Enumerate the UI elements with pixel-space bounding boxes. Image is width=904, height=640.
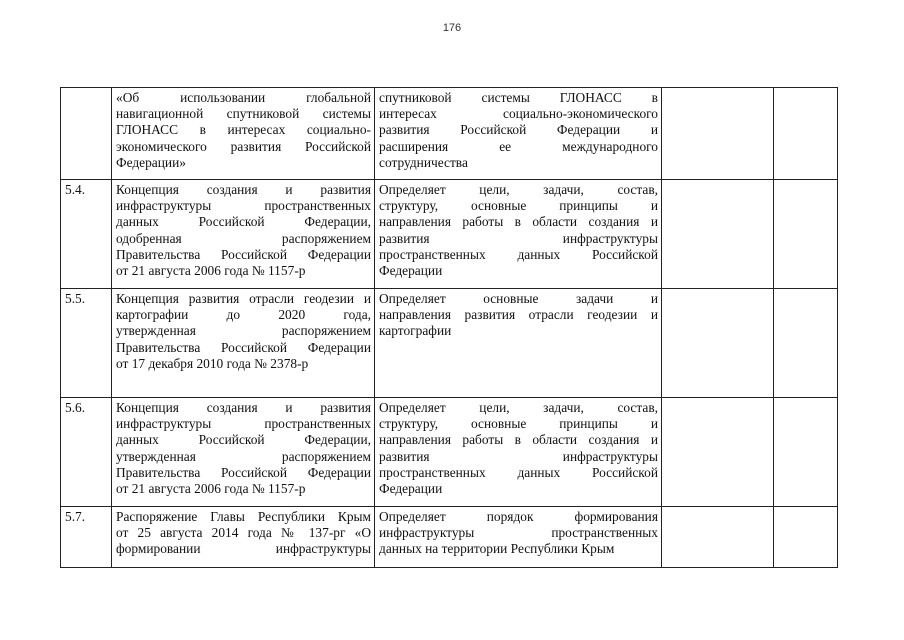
text-line: Концепция создания и развития	[116, 400, 371, 415]
text-line: ГЛОНАСС в интересах социально-	[116, 122, 371, 138]
description-cell	[375, 289, 662, 398]
text-line: данных Российской Федерации,	[116, 432, 371, 448]
empty-cell	[774, 398, 838, 507]
table-row	[61, 180, 838, 289]
empty-cell	[774, 507, 838, 568]
document-table	[60, 87, 838, 568]
text-line: Правительства Российской Федерации	[116, 246, 371, 262]
text-line: одобренная распоряжением	[116, 230, 371, 246]
document-name-cell	[112, 507, 375, 568]
text-line: навигационной спутниковой системы	[116, 106, 371, 122]
row-number: 5.6.	[61, 398, 112, 507]
description-cell	[375, 398, 662, 507]
description-cell	[375, 180, 662, 289]
text-line: Концепция создания и развития	[116, 182, 371, 197]
text-line: данных на территории Республики Крым	[379, 541, 615, 557]
table-row	[61, 507, 838, 568]
text-line: Распоряжение Главы Республики Крым	[116, 509, 371, 524]
text-line: от 25 августа 2014 года № 137-рг «О	[116, 525, 371, 541]
text-line: от 21 августа 2006 года № 1157-р	[116, 263, 306, 279]
text-line: от 21 августа 2006 года № 1157-р	[116, 481, 306, 497]
document-name-cell	[112, 88, 375, 180]
text-line: направления работы в области создания и	[379, 432, 658, 448]
text-line: формировании инфраструктуры	[116, 541, 371, 557]
text-line: данных Российской Федерации,	[116, 214, 371, 230]
text-line: инфраструктуры пространственных	[379, 525, 658, 541]
text-line: сотрудничества	[379, 154, 468, 170]
row-number	[61, 88, 112, 180]
table-row	[61, 289, 838, 398]
text-line: инфраструктуры пространственных	[116, 198, 371, 214]
text-line: развития Российской Федерации и	[379, 122, 658, 138]
empty-cell	[662, 289, 774, 398]
description-cell	[375, 88, 662, 180]
text-line: направления работы в области создания и	[379, 214, 658, 230]
text-line: Федерации	[379, 263, 443, 279]
empty-cell	[774, 289, 838, 398]
table-row	[61, 88, 838, 180]
document-name-cell	[112, 289, 375, 398]
description-cell	[375, 507, 662, 568]
text-line: утвержденная распоряжением	[116, 448, 371, 464]
text-line: Федерации»	[116, 154, 186, 170]
text-line: Определяет порядок формирования	[379, 509, 658, 524]
text-line: Определяет основные задачи и	[379, 291, 658, 306]
text-line: инфраструктуры пространственных	[116, 416, 371, 432]
text-line: направления развития отрасли геодезии и	[379, 307, 658, 323]
text-line: расширения ее международного	[379, 138, 658, 154]
text-line: Определяет цели, задачи, состав,	[379, 400, 658, 415]
document-name-cell	[112, 180, 375, 289]
text-line: структуру, основные принципы и	[379, 198, 658, 214]
empty-cell	[662, 180, 774, 289]
text-line: развития инфраструктуры	[379, 448, 658, 464]
text-line: спутниковой системы ГЛОНАСС в	[379, 90, 658, 105]
empty-cell	[774, 88, 838, 180]
text-line: структуру, основные принципы и	[379, 416, 658, 432]
text-line: пространственных данных Российской	[379, 464, 658, 480]
row-number: 5.4.	[61, 180, 112, 289]
text-line: картографии до 2020 года,	[116, 307, 371, 323]
text-line: Определяет цели, задачи, состав,	[379, 182, 658, 197]
text-line: интересах социально-экономического	[379, 106, 658, 122]
page-number: 176	[442, 22, 462, 34]
text-line: Концепция развития отрасли геодезии и	[116, 291, 371, 306]
document-name-cell	[112, 398, 375, 507]
text-line: Правительства Российской Федерации	[116, 464, 371, 480]
text-line: картографии	[379, 323, 452, 339]
empty-cell	[774, 180, 838, 289]
row-number: 5.5.	[61, 289, 112, 398]
text-line: Федерации	[379, 481, 443, 497]
text-line: Правительства Российской Федерации	[116, 339, 371, 355]
text-line: развития инфраструктуры	[379, 230, 658, 246]
empty-cell	[662, 398, 774, 507]
row-number: 5.7.	[61, 507, 112, 568]
text-line: утвержденная распоряжением	[116, 323, 371, 339]
text-line: от 17 декабря 2010 года № 2378-р	[116, 355, 309, 371]
text-line: экономического развития Российской	[116, 138, 371, 154]
empty-cell	[662, 88, 774, 180]
text-line: пространственных данных Российской	[379, 246, 658, 262]
empty-cell	[662, 507, 774, 568]
text-line: «Об использовании глобальной	[116, 90, 371, 105]
table-row	[61, 398, 838, 507]
